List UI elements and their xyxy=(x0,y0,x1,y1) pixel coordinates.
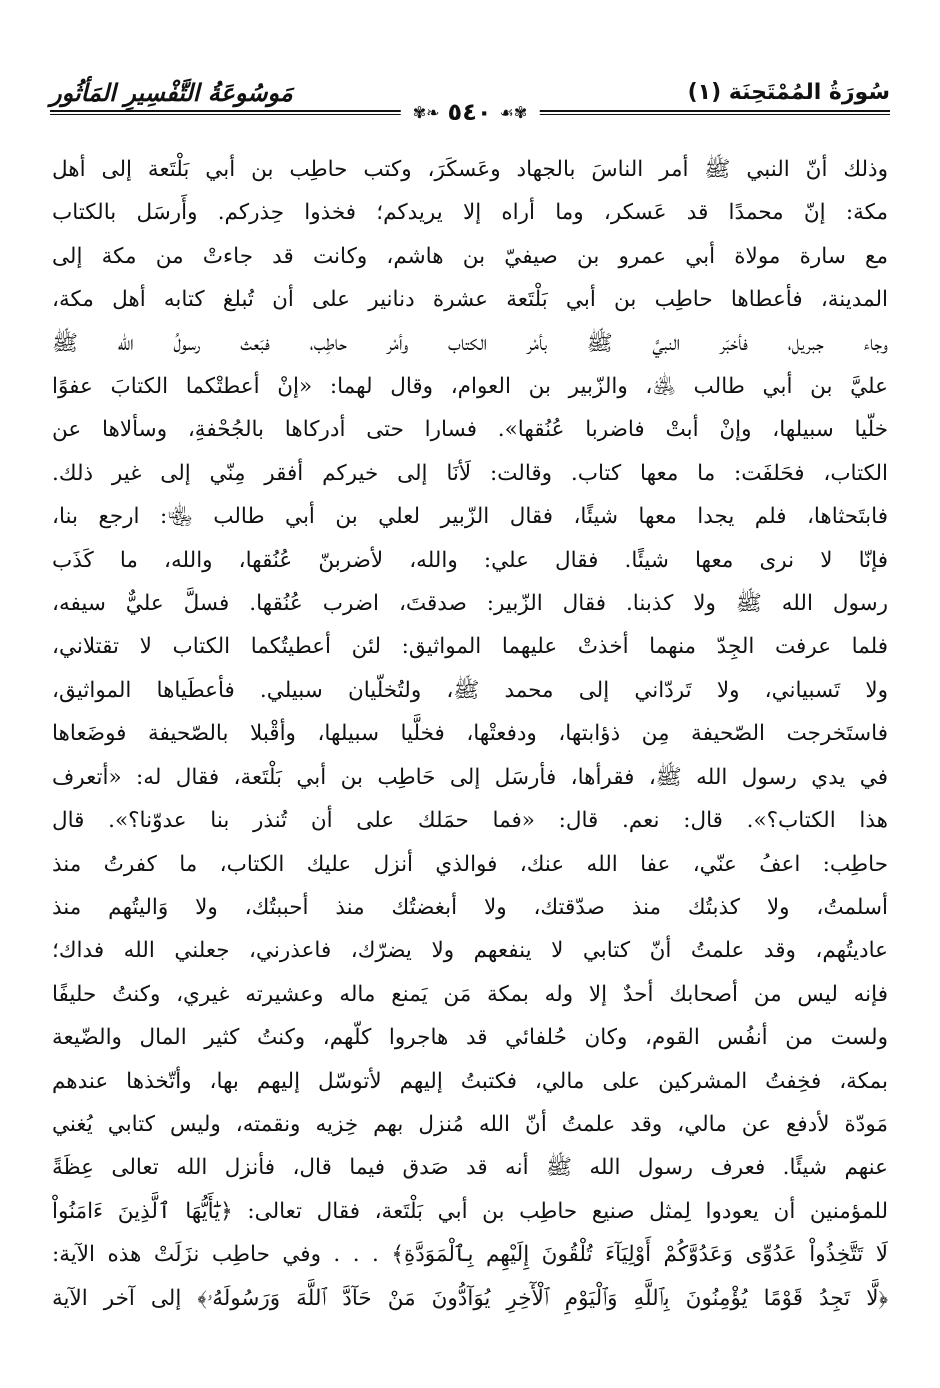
text-line: مكة: إنّ محمدًا قد عَسكر، وما أراه إلا يريدكم؛ فخذوا حِذركم. وأَرسَل بالكتاب xyxy=(52,200,888,226)
page-body xyxy=(52,148,888,1328)
text-line: هذا الكتاب؟». قال: نعم. قال: «فما حمَلك على أن تُنذر بنا عدوّنا؟». قال xyxy=(52,808,888,834)
text-line: بمكة، فخِفتُ المشركين على مالي، فكتبتُ إليهم لأتوسّل إليهم بها، وأتّخذها عندهم xyxy=(52,1068,888,1094)
text-line: وذلك أنّ النبي ﷺ أمر الناسَ بالجهاد وعَسكَرَ، وكتب حاطِب بن أبي بَلْتَعة إلى أهل xyxy=(52,157,888,182)
text-line: مَودّة لأدفع عن مالي، وقد علمتُ أنّ الله مُنزل بهم خِزيه ونقمته، وليس كتابي يُغني xyxy=(52,1111,888,1137)
page-number-box xyxy=(401,98,540,126)
text-line: فإنه ليس من أصحابك أحدٌ إلا وله بمكة مَن يَمنع ماله وعشيرته غيري، وكنتُ حليفًا xyxy=(52,981,888,1007)
text-line: فإنّا لا نرى معها شيئًا. فقال علي: والله، لأضربنّ عُنُقها، والله، ما كَذَب xyxy=(52,547,888,573)
text-line: للمؤمنين أن يعودوا لِمثل صنيع حاطِب بن أبي بَلْتَعة، فقال تعالى: ﴿يَٰٓأَيُّهَا ٱلَّذِينَ ءَامَنُواْ xyxy=(52,1198,888,1224)
text-line: فابتَحثاها، فلم يجدا معها شيئًا، فقال الزّبير لعلي بن أبي طالب ﵄: ارجع بنا، xyxy=(52,504,888,530)
text-line: حاطِب: اعفُ عنّي، عفا الله عنك، فوالذي أنزل عليك الكتاب، ما كفرتُ منذ xyxy=(52,851,888,877)
text-line: فلما عرفت الجِدّ منهما أخذتْ عليهما المواثيق: لئن أعطيتُكما الكتاب لا تقتلاني، xyxy=(52,634,888,660)
text-line: عنهم شيئًا. فعرف رسول الله ﷺ أنه قد صَدق فيما قال، فأنزل الله تعالى عِظَةً xyxy=(52,1155,888,1181)
text-line: ﴿لَّا تَجِدُ قَوْمًا يُؤْمِنُونَ بِٱللَّهِ وَٱلْيَوْمِ ٱلْأٓخِرِ يُوَآدُّونَ مَنْ حَآدَّ ٱللَّهَ وَرَسُولَهُۥ﴾ إلى آخر الآية xyxy=(52,1285,888,1311)
text-line: عاديتُهم، وقد علمتُ أنّ كتابي لا ينفعهم ولا يضرّك، فاعذرني، جعلني الله فداك؛ xyxy=(52,938,888,964)
text-line: الكتاب، فحَلفَت: ما معها كتاب. وقالت: لَأنَا إلى خيركم أفقر مِنّي إلى غير ذلك. xyxy=(52,460,888,486)
text-line: عليَّ بن أبي طالب ﵁، والزّبير بن العوام، وقال لهما: «إنْ أعطتْكما الكتابَ عفوًا xyxy=(52,374,888,400)
book-title: مَوسُوعَةُ التَّفْسِيرِ المَأثُور xyxy=(50,77,293,107)
text-line: خلّيا سبيلها، وإنْ أبتْ فاضربا عُنُقها». فسارا حتى أدركاها بالجُحْفةِ، وسألاها عن xyxy=(52,417,888,443)
sura-title: سُورَةُ المُمْتَحِنَة (١) xyxy=(687,79,890,105)
text-line: فاستَخرجت الصّحيفة مِن ذؤابتها، ودفعتْها، فخلَّيا سبيلها، وأقْبلا بالصّحيفة فوضَعاها xyxy=(52,721,888,747)
text-line: في يدي رسول الله ﷺ، فقرأها، فأرسَل إلى حَاطِب بن أبي بَلْتَعة، فقال له: «أتعرف xyxy=(52,764,888,790)
text-line: رسول الله ﷺ ولا كذبنا. فقال الزّبير: صدقتَ، اضرب عُنُقها. فسلَّ عليٌّ سيفه، xyxy=(52,591,888,617)
ornament-right-icon: ☙✾ xyxy=(499,102,528,122)
text-line: أسلمتُ، ولا كذبتُك منذ صدّقتك، ولا أبغضتُك منذ أحببتُك، ولا وَاليتُهم منذ xyxy=(52,894,888,920)
page-header xyxy=(50,62,890,132)
page-number: ٥٤٠ xyxy=(447,98,492,126)
text-line: وجاء جبريل، فأخبَر النبيَّ ﷺ بأمْر الكتاب وأمْر حاطِب، فبَعث رسولُ الله ﷺ xyxy=(52,330,888,356)
ornament-left-icon: ✾❧ xyxy=(412,102,440,122)
text-line: مع سارة مولاة أبي عمرو بن صيفيّ بن هاشم، وكانت قد جاءتْ من مكة إلى xyxy=(52,243,888,269)
text-line: المدينة، فأعطاها حاطِب بن أبي بَلْتَعة عشرة دنانير على أن تُبلغ كتابه أهل مكة، xyxy=(52,287,888,313)
text-line: ولا تَسبياني، ولا تَردّاني إلى محمد ﷺ، ولتُخلّيان سبيلي. فأعطَياها المواثيق، xyxy=(52,677,888,703)
text-line: ولست من أنفُس القوم، وكان حُلفائي قد هاجروا كلّهم، وكنتُ كثير المال والضّيعة xyxy=(52,1025,888,1051)
text-line: لَا تَتَّخِذُواْ عَدُوِّى وَعَدُوَّكُمْ أَوْلِيَآءَ تُلْقُونَ إِلَيْهِم بِٱلْمَوَدَّةِ﴾ . . . وفي حاطِب نزَلَتْ هذه الآية: xyxy=(52,1242,888,1268)
